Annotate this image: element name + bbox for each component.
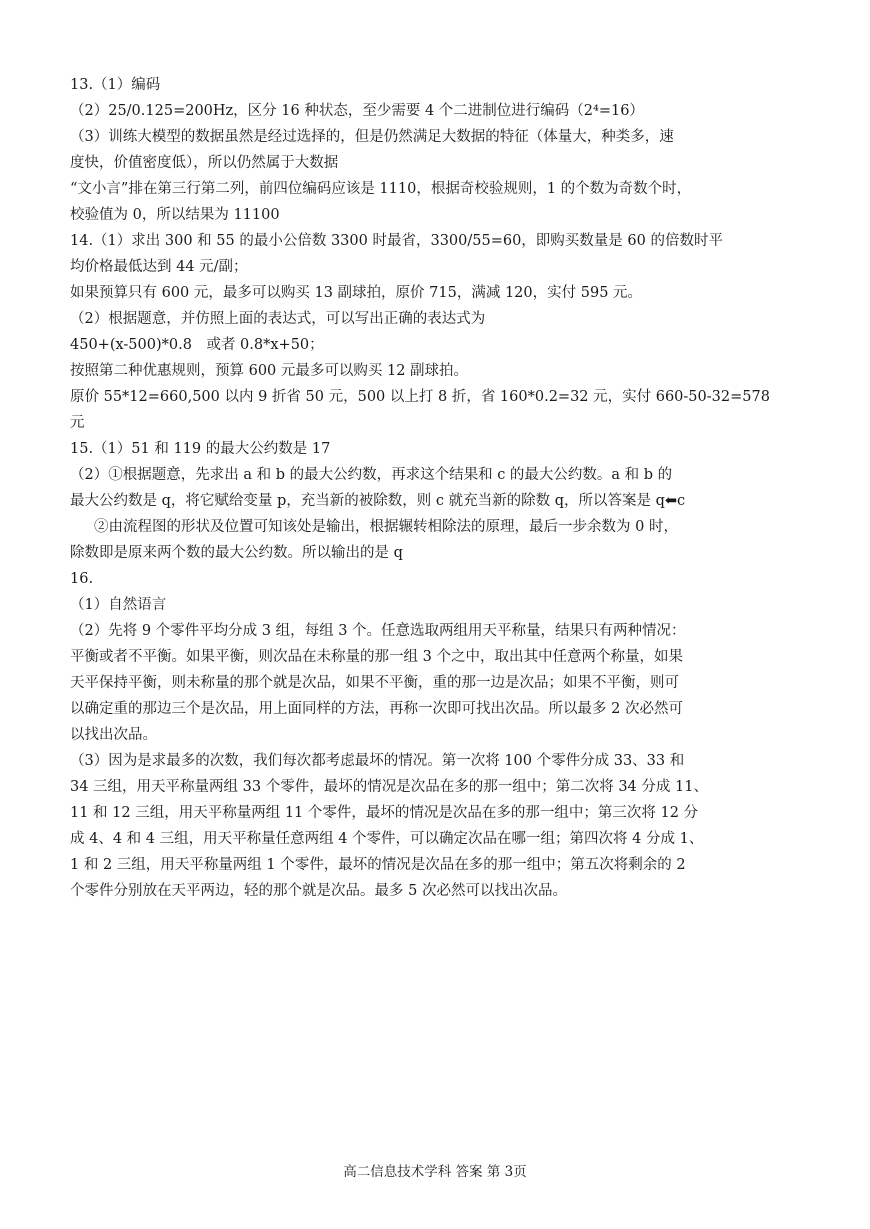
page-footer: 高二信息技术学科 答案 第 3页 xyxy=(343,1164,527,1180)
q16-part2-line2: 平衡或者不平衡。如果平衡，则次品在未称量的那一组 3 个之中，取出其中任意两个称量，如果 xyxy=(70,649,683,665)
q15-part2-line2: 最大公约数是 q，将它赋给变量 p，充当新的被除数，则 c 就充当新的除数 q，所以答案是 q⬅c xyxy=(70,493,686,509)
q14-part2-line1: （2）根据题意，并仿照上面的表达式，可以写出正确的表达式为 xyxy=(70,311,486,327)
q13-part3-line1: （3）训练大模型的数据虽然是经过选择的，但是仍然满足大数据的特征（体量大，种类多，速 xyxy=(70,129,674,145)
q16-part3-line1: （3）因为是求最多的次数，我们每次都考虑最坏的情况。第一次将 100 个零件分成 33、33 和 xyxy=(70,753,685,769)
q14-part2-line3: 按照第二种优惠规则，预算 600 元最多可以购买 12 副球拍。 xyxy=(70,363,469,379)
q13-part4-line2: 校验值为 0，所以结果为 11100 xyxy=(70,207,280,223)
q14-part1-line3: 如果预算只有 600 元，最多可以购买 13 副球拍，原价 715，满减 120，实付 595 元。 xyxy=(70,285,643,301)
q15-part2-line3: ②由流程图的形状及位置可知该处是输出，根据辗转相除法的原理，最后一步余数为 0 时， xyxy=(94,519,678,535)
q16-part3-line5: 1 和 2 三组，用天平称量两组 1 个零件，最坏的情况是次品在多的那一组中；第五次将剩余的 2 xyxy=(70,857,686,873)
q16-part3-line4: 成 4、4 和 4 三组，用天平称量任意两组 4 个零件，可以确定次品在哪一组；第四次将 4 分成 1、 xyxy=(70,831,704,847)
q16-heading: 16. xyxy=(70,571,94,587)
q16-part3-line6: 个零件分别放在天平两边，轻的那个就是次品。最多 5 次必然可以找出次品。 xyxy=(70,883,567,899)
q16-part3-line3: 11 和 12 三组，用天平称量两组 11 个零件，最坏的情况是次品在多的那一组中；第三次将 12 分 xyxy=(70,805,699,821)
q13-part2: （2）25/0.125=200Hz，区分 16 种状态，至少需要 4 个二进制位进行编码（2⁴=16） xyxy=(70,103,644,119)
q14-expression: 450+(x-500)*0.8 或者 0.8*x+50； xyxy=(70,337,324,353)
q14-part1-line1: 14.（1）求出 300 和 55 的最小公倍数 3300 时最省，3300/55=60，即购买数量是 60 的倍数时平 xyxy=(70,233,723,249)
q13-part3-line2: 度快，价值密度低），所以仍然属于大数据 xyxy=(70,155,339,171)
answer-body xyxy=(70,72,805,904)
q16-part3-line2: 34 三组，用天平称量两组 33 个零件，最坏的情况是次品在多的那一组中；第二次将 34 分成 11、 xyxy=(70,779,708,795)
q16-part2-line5: 以找出次品。 xyxy=(70,727,157,743)
q14-part1-line2: 均价格最低达到 44 元/副； xyxy=(70,259,248,275)
q16-part2-line1: （2）先将 9 个零件平均分成 3 组，每组 3 个。任意选取两组用天平称量，结果只有两种情况： xyxy=(70,623,686,639)
q15-part2-line1: （2）①根据题意，先求出 a 和 b 的最大公约数，再求这个结果和 c 的最大公约数。a 和 b 的 xyxy=(70,467,673,483)
q13-heading: 13.（1）编码 xyxy=(70,77,161,93)
q13-part4-line1: “文小言”排在第三行第二列，前四位编码应该是 1110，根据奇校验规则，1 的个数为奇数个时， xyxy=(70,181,692,197)
q15-part2-line4: 除数即是原来两个数的最大公约数。所以输出的是 q xyxy=(70,545,403,561)
q14-part2-line4: 原价 55*12=660,500 以内 9 折省 50 元，500 以上打 8 折，省 160*0.2=32 元，实付 660-50-32=578 xyxy=(70,389,770,405)
q16-part2-line4: 以确定重的那边三个是次品，用上面同样的方法，再称一次即可找出次品。所以最多 2 次必然可 xyxy=(70,701,683,717)
q15-part1: 15.（1）51 和 119 的最大公约数是 17 xyxy=(70,441,331,457)
q14-part2-line5: 元 xyxy=(70,415,85,431)
q16-part1: （1）自然语言 xyxy=(70,597,167,613)
q16-part2-line3: 天平保持平衡，则未称量的那个就是次品，如果不平衡，重的那一边是次品；如果不平衡，则可 xyxy=(70,675,679,691)
